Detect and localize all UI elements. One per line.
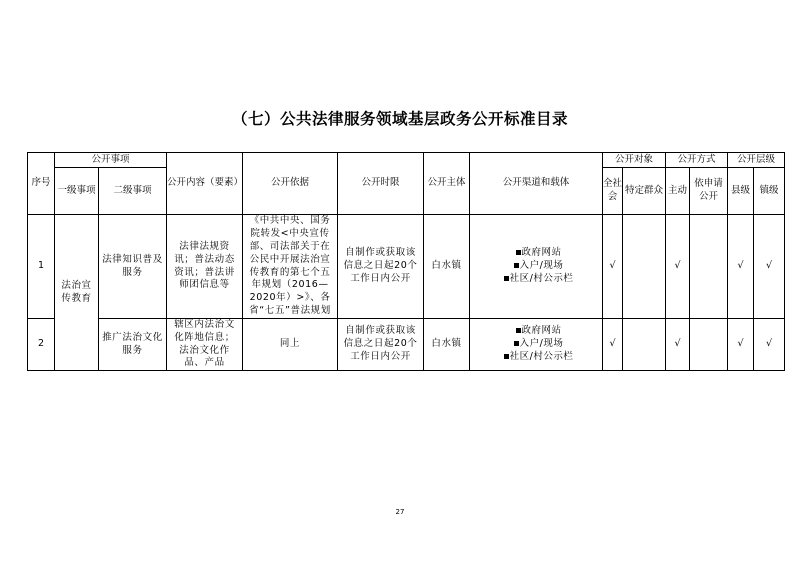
row-level2: 法律知识普及服务 <box>99 215 167 319</box>
row-seq: 2 <box>28 319 55 371</box>
row-level2: 推广法治文化服务 <box>99 319 167 371</box>
channel-item: 政府网站 <box>475 247 602 260</box>
header-method: 公开方式 <box>666 153 728 168</box>
table-row <box>28 215 785 319</box>
row-on-request <box>690 215 728 319</box>
square-bullet-icon <box>504 354 509 359</box>
header-level: 公开层级 <box>728 153 785 168</box>
square-bullet-icon <box>514 341 519 346</box>
header-active: 主动 <box>666 168 690 215</box>
row-active: √ <box>666 215 690 319</box>
row-all-society: √ <box>603 215 623 319</box>
channel-item: 政府网站 <box>475 325 602 338</box>
row-content: 法律法规资讯；普法动态资讯；普法讲师团信息等 <box>167 215 243 319</box>
square-bullet-icon <box>514 263 519 268</box>
header-all-society: 全社会 <box>603 168 623 215</box>
header-on-request: 依申请公开 <box>690 168 728 215</box>
row-time-limit: 自制作或获取该信息之日起20个工作日内公开 <box>338 319 424 371</box>
header-subject: 公开主体 <box>424 153 470 215</box>
row-on-request <box>690 319 728 371</box>
header-basis: 公开依据 <box>243 153 338 215</box>
row-town: √ <box>754 319 785 371</box>
row-active: √ <box>666 319 690 371</box>
square-bullet-icon <box>516 250 521 255</box>
row-all-society: √ <box>603 319 623 371</box>
row-time-limit: 自制作或获取该信息之日起20个工作日内公开 <box>338 215 424 319</box>
header-county: 县级 <box>728 168 754 215</box>
header-target: 公开对象 <box>603 153 666 168</box>
channel-item: 社区/村公示栏 <box>475 351 602 364</box>
header-specific: 特定群众 <box>623 168 666 215</box>
square-bullet-icon <box>504 276 509 281</box>
square-bullet-icon <box>516 328 521 333</box>
row-seq: 1 <box>28 215 55 319</box>
row-subject: 白水镇 <box>424 215 470 319</box>
header-level2: 二级事项 <box>99 168 167 215</box>
header-channel: 公开渠道和载体 <box>470 153 603 215</box>
header-content: 公开内容（要素） <box>167 153 243 215</box>
row-subject: 白水镇 <box>424 319 470 371</box>
channel-item: 入户/现场 <box>475 338 602 351</box>
level1-cell: 法治宣传教育 <box>55 215 99 371</box>
row-content: 辖区内法治文化阵地信息；法治文化作品、产品 <box>167 319 243 371</box>
row-county: √ <box>728 215 754 319</box>
table-row <box>28 319 785 371</box>
row-county: √ <box>728 319 754 371</box>
header-level1: 一级事项 <box>55 168 99 215</box>
header-time-limit: 公开时限 <box>338 153 424 215</box>
page-title: （七）公共法律服务领域基层政务公开标准目录 <box>231 110 568 128</box>
header-town: 镇级 <box>754 168 785 215</box>
page-number: 27 <box>395 508 405 516</box>
row-channel <box>470 215 603 319</box>
row-town: √ <box>754 215 785 319</box>
header-items: 公开事项 <box>55 153 167 168</box>
channel-item: 入户/现场 <box>475 260 602 273</box>
row-basis: 同上 <box>243 319 338 371</box>
channel-item: 社区/村公示栏 <box>475 273 602 286</box>
header-seq: 序号 <box>28 153 55 215</box>
row-basis: 《中共中央、国务院转发<中央宣传部、司法部关于在公民中开展法治宣传教育的第七个五年规划（2016—2020年）>》、各省“七五”普法规划 <box>243 215 338 319</box>
row-specific <box>623 215 666 319</box>
row-specific <box>623 319 666 371</box>
catalog-table <box>27 152 785 371</box>
row-channel <box>470 319 603 371</box>
